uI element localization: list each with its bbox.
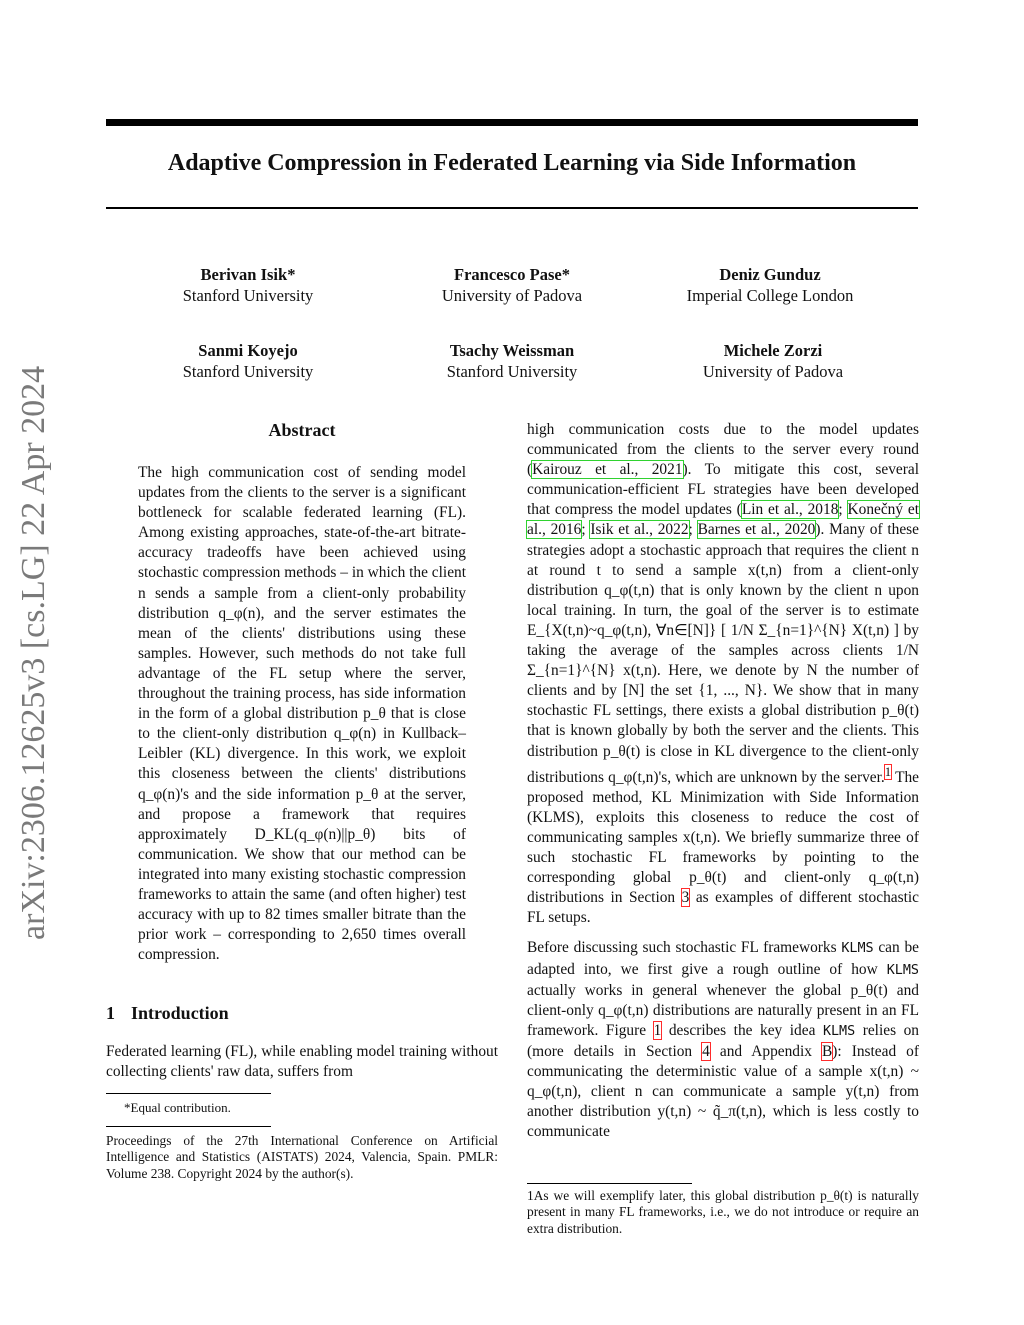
text-run: high communication costs due to the model updates communicated from the clients to the server every round ( — [527, 421, 919, 479]
author-block — [643, 340, 903, 382]
text-run: as examples of different stochastic FL setups. — [527, 889, 919, 927]
author-name: Deniz Gunduz — [719, 265, 821, 284]
author-affiliation: Imperial College London — [686, 286, 854, 305]
author-affiliation: Stanford University — [182, 286, 314, 305]
proceedings-note: Proceedings of the 27th International Conference on Artificial Intelligence and Statistics (AISTATS) 2024, Valencia, Spain. PMLR: Volume 238. Copyright 2024 by the author(s). — [106, 1132, 498, 1181]
title-top-rule — [106, 119, 918, 126]
citation-link[interactable]: Isik et al., 2022 — [590, 521, 689, 539]
citation-link[interactable]: Kairouz et al., 2021 — [532, 461, 683, 479]
text-run: The proposed method, KL Minimization with Side Information (KLMS), exploits this closeness to reduce the cost of communicating samples x(t,n). We briefly summarize three of such stochastic FL frameworks by pointing to the corresponding global p_θ(t) and client-only q_φ(t,n) distributions in Section — [527, 768, 919, 907]
author-block — [382, 264, 642, 306]
author-block — [382, 340, 642, 382]
footnote-equal-contribution: *Equal contribution. — [124, 1099, 231, 1115]
author-affiliation: University of Padova — [441, 286, 583, 305]
footnote-1: 1As we will exemplify later, this global distribution p_θ(t) is naturally present in many FL frameworks, i.e., we do not introduce or require an extra distribution. — [527, 1188, 919, 1236]
intro-paragraph-continued: high communication costs due to the model updates communicated from the clients to the server every round (Kairouz et al., 2021). To mitigate this cost, several communication-efficient FL strategies have been developed that compress the model updates (Lin et al., 2018; Konečný et al., 2016; Isik et al., 2022; Barnes et al., 2020). Many of these strategies adopt a stochastic approach that requires the client n at round t to send a sample x(t,n) from a client-only distribution q_φ(t,n) that is only known by the client n upon local training. In turn, the goal of the server is to estimate E_{X(t,n)~q_φ(t,n), ∀n∈[N]} [ 1/N Σ_{n=1}^{N} X(t,n) ] by taking the average of the samples across clients 1/N Σ_{n=1}^{N} x(t,n). Here, we denote by N the number of clients and by [N] the set {1, ..., N}. We show that in many stochastic FL settings, there exists a global distribution p_θ(t) that is known globally by both the server and the clients. This distribution p_θ(t) is close in KL divergence to the client-only distributions q_φ(t,n)'s, which are unknown by the server.$^1$ The proposed method, KL Minimization with Side Information (KLMS), exploits this closeness to reduce the cost of communicating samples x(t,n). We briefly summarize three of such stochastic FL frameworks by pointing to the corresponding global p_θ(t) and client-only q_φ(t,n) distributions in Section 3 as examples of different stochastic FL setups. — [527, 421, 920, 927]
citation-link[interactable]: Lin et al., 2018 — [741, 501, 839, 519]
arxiv-stamp: arXiv:2306.12625v3 [cs.LG] 22 Apr 2024 — [15, 365, 52, 940]
text-run: Before discussing such stochastic FL frameworks — [527, 939, 842, 957]
author-name: Michele Zorzi — [723, 341, 823, 360]
author-block — [118, 264, 378, 306]
footnote-ref-link[interactable]: 1 — [884, 764, 892, 779]
footnote-rule — [106, 1093, 271, 1094]
section-title: Introduction — [131, 1003, 229, 1024]
author-name: Sanmi Koyejo — [198, 341, 298, 360]
citation-link[interactable]: Konečný et al., 2016 — [527, 501, 920, 539]
text-run: relies on (more details in Section — [527, 1021, 919, 1060]
klms-code: KLMS — [822, 1023, 856, 1039]
author-name: Francesco Pase* — [454, 265, 570, 284]
klms-paragraph — [527, 938, 919, 1142]
left-column — [106, 420, 498, 1182]
author-affiliation: University of Padova — [702, 362, 844, 381]
klms-code: KLMS — [886, 962, 919, 978]
section-ref-link[interactable]: 3 — [681, 889, 690, 907]
author-name: Tsachy Weissman — [449, 341, 575, 360]
section-number: 1 — [106, 1003, 115, 1024]
author-name: Berivan Isik* — [200, 265, 296, 284]
paper-title: Adaptive Compression in Federated Learning via Side Information — [167, 150, 857, 176]
appendix-ref-link[interactable]: B — [822, 1042, 833, 1060]
right-column — [527, 420, 919, 1152]
klms-code: KLMS — [841, 941, 874, 957]
right-footnote-rule — [527, 1183, 692, 1184]
citation-link[interactable]: Barnes et al., 2020 — [697, 521, 816, 539]
author-block — [118, 340, 378, 382]
abstract-heading: Abstract — [268, 420, 336, 440]
text-run: actually works in general whenever the global p_θ(t) and client-only q_φ(t,n) distributions are naturally present in an FL framework. Figure — [527, 981, 919, 1039]
title-bottom-rule — [106, 207, 918, 209]
text-run: can be adapted into, we first give a rough outline of how — [527, 939, 919, 978]
text-run: ): Instead of communicating the deterministic value of a sample x(t,n) ~ q_φ(t,n), client n can communicate a sample y(t,n) from another distribution y(t,n) ~ q̃_π(t,n), which is less costly to communicate — [527, 1042, 919, 1141]
intro-paragraph: Federated learning (FL), while enabling model training without collecting clients' raw data, suffers from — [106, 1043, 498, 1081]
author-affiliation: Stanford University — [182, 362, 314, 381]
section-heading — [106, 1003, 498, 1024]
author-affiliation: Stanford University — [446, 362, 578, 381]
text-run: and Appendix — [709, 1042, 822, 1060]
text-run: ). To mitigate this cost, several communication-efficient FL strategies have been developed that compress the model updates ( — [527, 461, 920, 519]
figure-ref-link[interactable]: 1 — [653, 1021, 662, 1039]
abstract-text: The high communication cost of sending model updates from the clients to the server is a significant bottleneck for scalable federated learning (FL). Among existing approaches, state-of-the-art bitrate-accuracy tradeoffs have been achieved using stochastic compression methods – in which the client n sends a sample from a client-only probability distribution q_φ(n), and the server estimates the mean of the clients' distributions using these samples. However, such methods do not take full advantage of the FL setup where the server, throughout the training process, has side information in the form of a global distribution p_θ that is close to the client-only distribution q_φ(n) in Kullback–Leibler (KL) divergence. In this work, we exploit this closeness between the clients' distributions q_φ(n)'s and the side information p_θ at the server, and propose a framework that requires approximately D_KL(q_φ(n)||p_θ) bits of communication. We show that our method can be integrated into many existing stochastic compression frameworks to attain the same (and often higher) test accuracy with up to 82 times smaller bitrate than the prior work – corresponding to 2,650 times overall compression. — [138, 464, 466, 964]
section-ref-link[interactable]: 4 — [702, 1042, 710, 1060]
author-block — [640, 264, 900, 306]
proceedings-rule — [106, 1126, 271, 1127]
text-run: describes the key idea — [661, 1021, 823, 1039]
text-run: ). Many of these strategies adopt a stochastic approach that requires the client n at round t to send a sample x(t,n) from a client-only distribution q_φ(t,n) that is only known by the client n upon local training. In turn, the goal of the server is to estimate E_{X(t,n)~q_φ(t,n), ∀n∈[N]} [ 1/N Σ_{n=1}^{N} X(t,n) ] by taking the average of the samples across clients 1/N Σ_{n=1}^{N} x(t,n). Here, we denote by N the number of clients and by [N] the set {1, ..., N}. We show that in many stochastic FL settings, there exists a global distribution p_θ(t) that is known globally by both the server and the clients. This distribution p_θ(t) is close in KL divergence to the client-only distributions q_φ(t,n)'s, which are unknown by the server. — [527, 521, 920, 786]
